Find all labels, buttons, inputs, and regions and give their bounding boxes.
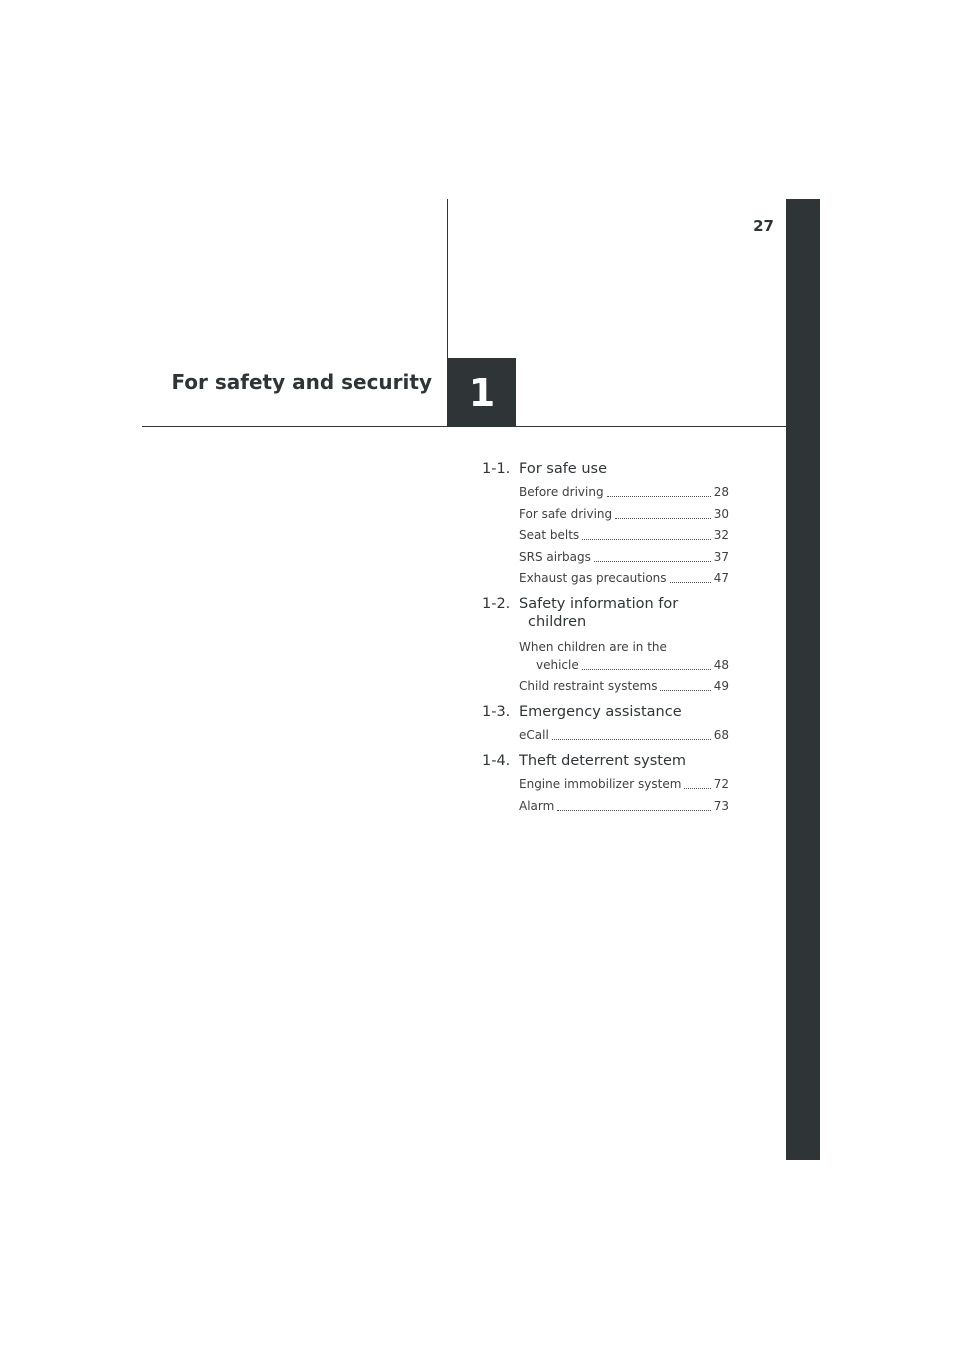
dot-leader [557,810,710,811]
entry-title: Before driving [519,485,604,499]
section-number: 1-3. [482,704,511,720]
dot-leader [582,539,711,540]
toc-section-1-4[interactable] [482,752,729,770]
section-title: For safe use [519,461,608,477]
dot-leader [684,788,710,789]
toc-entry-exhaust-gas-precautions[interactable] [519,570,729,586]
entry-title: eCall [519,728,549,742]
toc-section-1-1[interactable] [482,460,729,478]
entry-page: 49 [713,679,729,693]
entry-title: When children are in the [519,640,667,654]
section-title-continued: children [528,614,587,630]
dot-leader [670,582,711,583]
entry-page: 32 [713,528,729,542]
entry-page: 68 [713,728,729,742]
section-number: 1-4. [482,753,511,769]
dot-leader [607,496,711,497]
toc-entry-ecall[interactable] [519,727,729,743]
section-title: Theft deterrent system [519,753,687,769]
toc-entry-before-driving[interactable] [519,484,729,500]
section-title: Emergency assistance [519,704,682,720]
page-number: 27 [753,217,774,235]
entry-page: 48 [713,657,729,672]
entry-page: 73 [713,798,729,813]
dot-leader [660,690,710,691]
entry-title: For safe driving [519,506,613,521]
toc-entry-alarm[interactable] [519,798,729,814]
toc-section-1-3[interactable] [482,703,729,721]
entry-page: 28 [713,485,729,499]
toc-entry-when-children-in-vehicle[interactable] [519,657,729,673]
toc-entry-seat-belts[interactable] [519,527,729,543]
entry-page: 37 [713,549,729,564]
section-number: 1-1. [482,461,511,477]
dot-leader [582,669,711,670]
entry-title-continued: vehicle [536,657,579,672]
dot-leader [594,561,711,562]
table-of-contents [482,460,729,814]
toc-entry-engine-immobilizer-system[interactable] [519,776,729,792]
entry-page: 72 [713,777,729,791]
toc-entry-srs-airbags[interactable] [519,549,729,565]
dot-leader [552,739,711,740]
entry-title: SRS airbags [519,549,591,564]
chapter-number-box: 1 [448,358,516,427]
chapter-side-tab [786,199,820,1160]
section-title: Safety information for [519,596,679,612]
entry-title: Alarm [519,798,555,813]
entry-title: Child restraint systems [519,679,658,693]
chapter-title: For safety and security [171,370,432,394]
entry-title: Seat belts [519,528,580,542]
entry-page: 30 [713,506,729,521]
toc-entry-child-restraint-systems[interactable] [519,678,729,694]
entry-title: Exhaust gas precautions [519,571,667,585]
toc-entry-for-safe-driving[interactable] [519,506,729,522]
entry-page: 47 [713,571,729,585]
section-number: 1-2. [482,596,511,612]
entry-title: Engine immobilizer system [519,777,682,791]
toc-section-1-2[interactable] [482,595,729,631]
toc-entry-when-children-title[interactable] [519,639,729,655]
dot-leader [615,518,711,519]
